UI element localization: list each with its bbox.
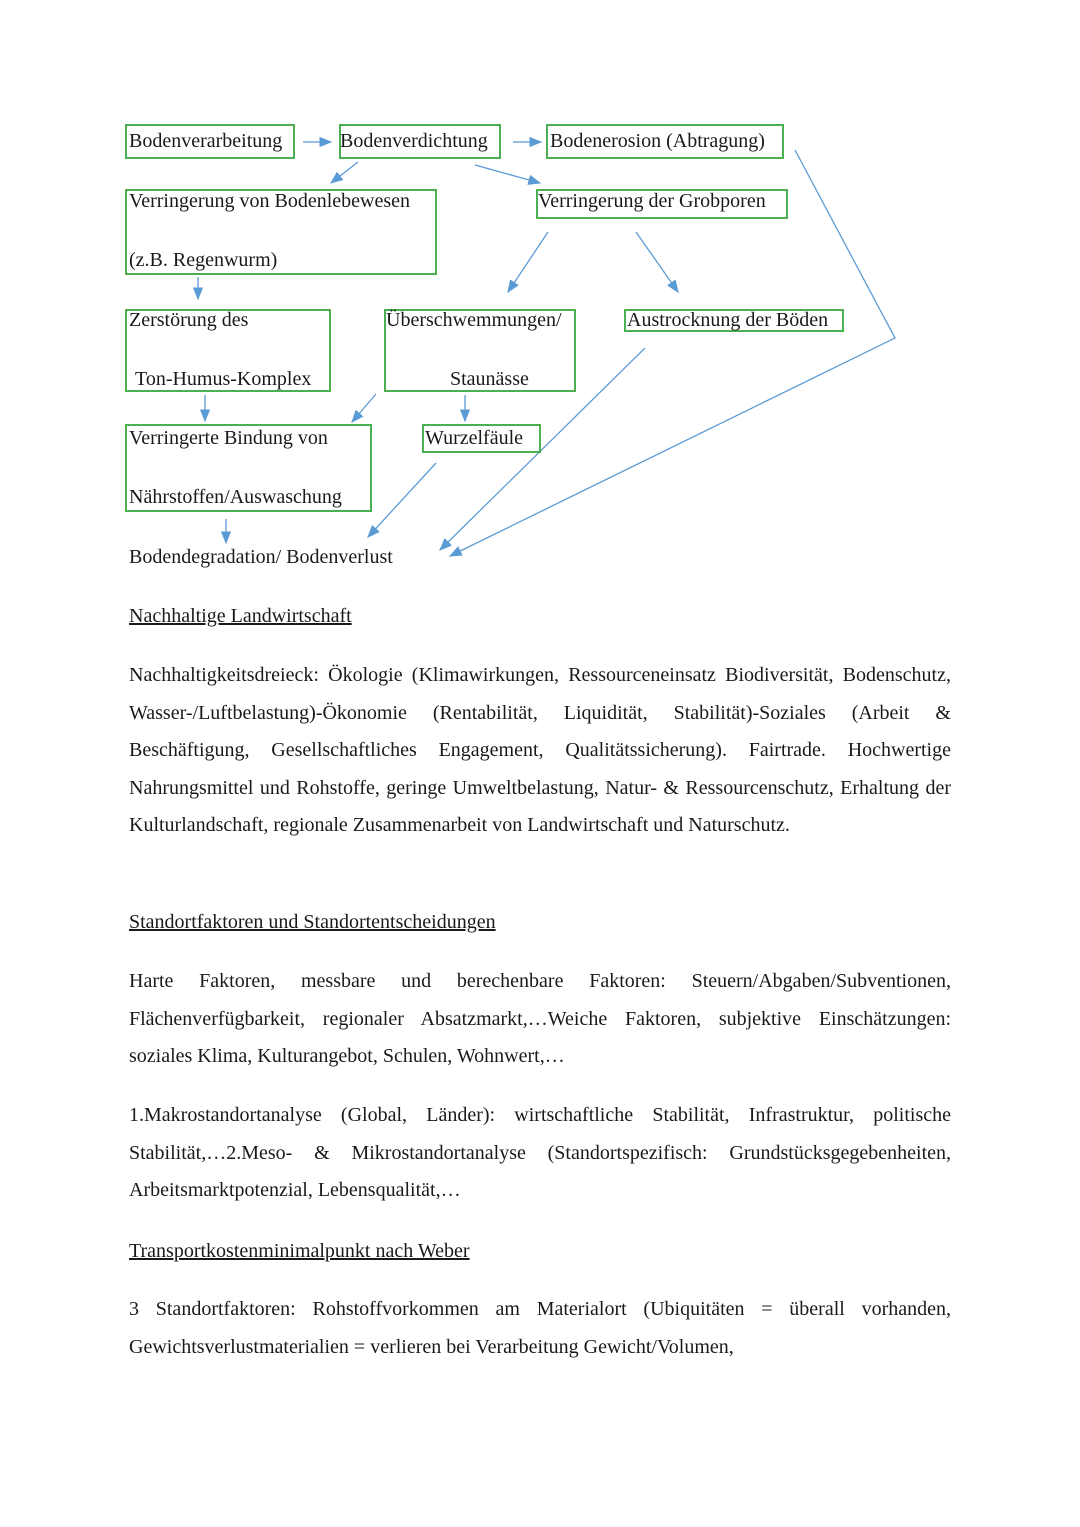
node-bodenlebewesen-line1: Verringerung von Bodenlebewesen xyxy=(129,190,411,212)
node-grobporen: Verringerung der Grobporen xyxy=(538,190,766,212)
node-bodenverarbeitung: Bodenverarbeitung xyxy=(129,130,283,152)
node-wurzelfaeule: Wurzelfäule xyxy=(425,427,524,449)
node-bodendegradation: Bodendegradation/ Bodenverlust xyxy=(129,546,393,568)
heading-weber: Transportkostenminimalpunkt nach Weber xyxy=(129,1240,470,1262)
node-austrocknung: Austrocknung der Böden xyxy=(627,309,829,331)
node-bodenerosion: Bodenerosion (Abtragung) xyxy=(550,130,765,152)
node-ueberschwemmungen-line2: Staunässe xyxy=(450,368,529,390)
node-ton-humus-line1: Zerstörung des xyxy=(129,309,249,331)
paragraph-nachhaltigkeit: Nachhaltigkeitsdreieck: Ökologie (Klimawirkungen, Ressourceneinsatz Biodiversität, Bodenschutz, Wasser-/Luftbelastung)-Ökonomie (Rentabilität, Liquidität, Stabilität)-Soziales (Arbeit & Beschäftigung, Gesellschaftliches Engagement, Qualitätssicherung). Fairtrade. Hochwertige Nahrungsmittel und Rohstoffe, geringe Umweltbelastung, Natur- & Ressourcenschutz, Erhaltung der Kulturlandschaft, regionale Zusammenarbeit von Landwirtschaft und Naturschutz. xyxy=(129,664,951,836)
paragraph-harte-weiche-faktoren: Harte Faktoren, messbare und berechenbare Faktoren: Steuern/Abgaben/Subventionen, Flächenverfügbarkeit, regionaler Absatzmarkt,…Weiche Faktoren, subjektive Einschätzungen: soziales Klima, Kulturangebot, Schulen, Wohnwert,… xyxy=(129,970,951,1067)
node-bodenverdichtung: Bodenverdichtung xyxy=(340,130,488,152)
arrow-wurzelfaeule-degradation xyxy=(368,463,436,537)
paragraph-standortanalyse: 1.Makrostandortanalyse (Global, Länder): wirtschaftliche Stabilität, Infrastruktur, politische Stabilität,…2.Meso- & Mikrostandortanalyse (Standortspezifisch: Grundstücksgegebenheiten, Arbeitsmarktpotenzial, Lebensqualität,… xyxy=(129,1104,951,1201)
arrow-grobporen-austrocknung xyxy=(636,232,678,292)
paragraph-weber: 3 Standortfaktoren: Rohstoffvorkommen am Materialort (Ubiquitäten = überall vorhanden, Gewichtsverlustmaterialien = verlieren bei Verarbeitung Gewicht/Volumen, xyxy=(129,1298,951,1358)
node-bindung-line2: Nährstoffen/Auswaschung xyxy=(129,486,342,508)
node-ton-humus-line2: Ton-Humus-Komplex xyxy=(135,368,312,390)
node-bodenlebewesen-line2: (z.B. Regenwurm) xyxy=(129,249,278,271)
heading-nachhaltige-landwirtschaft: Nachhaltige Landwirtschaft xyxy=(129,605,352,627)
node-bindung-line1: Verringerte Bindung von xyxy=(129,427,328,449)
arrow-ueberschwemmung-bindung xyxy=(352,394,376,422)
arrow-grobporen-ueberschwemmung xyxy=(508,232,548,292)
arrow-verdichtung-lebewesen xyxy=(331,162,358,183)
arrow-verdichtung-grobporen xyxy=(475,165,540,183)
node-ueberschwemmungen-line1: Überschwemmungen/ xyxy=(386,309,562,331)
heading-standortfaktoren: Standortfaktoren und Standortentscheidungen xyxy=(129,911,496,933)
